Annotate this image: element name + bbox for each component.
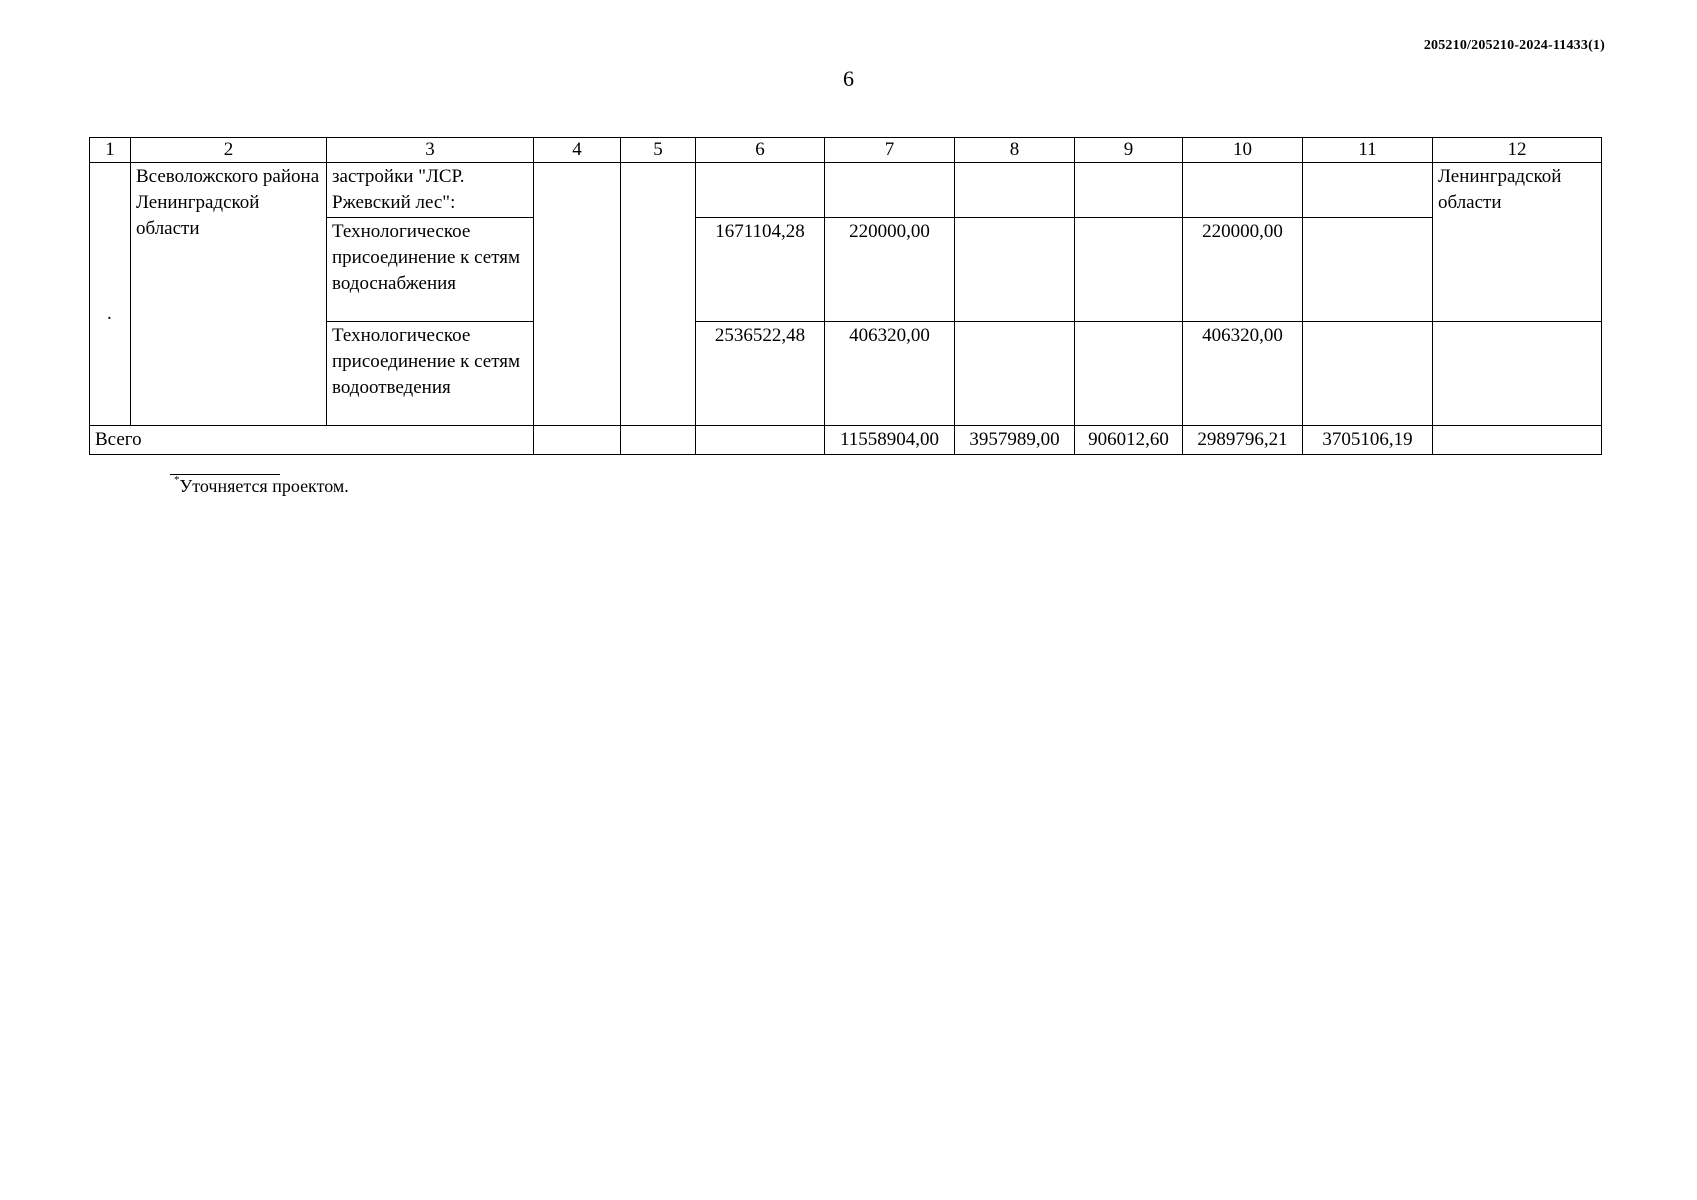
col10-cell — [1183, 163, 1303, 218]
funding-table — [89, 137, 1602, 455]
header-col-7: 7 — [825, 138, 955, 163]
header-col-5: 5 — [621, 138, 696, 163]
water-supply-cell: Технологическое присоединение к сетям водоснабжения — [327, 218, 534, 322]
row-number-cell — [90, 163, 131, 426]
header-col-8: 8 — [955, 138, 1075, 163]
col7-cell — [825, 163, 955, 218]
footnote-text: Уточняется проектом. — [179, 476, 349, 496]
water-supply-col9 — [1075, 218, 1183, 322]
total-label: Всего — [90, 426, 534, 455]
total-col7: 11558904,00 — [825, 426, 955, 455]
object-name-cell: застройки "ЛСР. Ржевский лес": — [327, 163, 534, 218]
footnote-marker: * — [174, 474, 180, 486]
region-cell: Ленинградской области — [1433, 163, 1602, 322]
sewerage-col8 — [955, 322, 1075, 426]
page-number: 6 — [843, 66, 854, 91]
sewerage-cell: Технологическое присоединение к сетям водоотведения — [327, 322, 534, 426]
water-supply-col10: 220000,00 — [1183, 218, 1303, 322]
water-supply-col7: 220000,00 — [825, 218, 955, 322]
col5-cell — [621, 163, 696, 426]
sewerage-col11 — [1303, 322, 1433, 426]
header-col-11: 11 — [1303, 138, 1433, 163]
footnote — [174, 476, 349, 497]
sewerage-col6: 2536522,48 — [696, 322, 825, 426]
table-header-row — [90, 138, 1602, 163]
footnote-divider — [170, 474, 280, 475]
col8-cell — [955, 163, 1075, 218]
header-col-9: 9 — [1075, 138, 1183, 163]
total-col9: 906012,60 — [1075, 426, 1183, 455]
header-col-6: 6 — [696, 138, 825, 163]
col11-cell — [1303, 163, 1433, 218]
row-mark: . — [107, 303, 112, 324]
header-col-1: 1 — [90, 138, 131, 163]
header-col-2: 2 — [131, 138, 327, 163]
header-col-12: 12 — [1433, 138, 1602, 163]
total-col5 — [621, 426, 696, 455]
table-row — [90, 163, 1602, 218]
header-col-3: 3 — [327, 138, 534, 163]
sewerage-col12 — [1433, 322, 1602, 426]
total-col10: 2989796,21 — [1183, 426, 1303, 455]
total-col4 — [534, 426, 621, 455]
total-row — [90, 426, 1602, 455]
col6-cell — [696, 163, 825, 218]
header-col-4: 4 — [534, 138, 621, 163]
total-col12 — [1433, 426, 1602, 455]
water-supply-col11 — [1303, 218, 1433, 322]
total-col8: 3957989,00 — [955, 426, 1075, 455]
water-supply-col8 — [955, 218, 1075, 322]
header-col-10: 10 — [1183, 138, 1303, 163]
col9-cell — [1075, 163, 1183, 218]
municipality-cell: Всеволожского района Ленинградской области — [131, 163, 327, 426]
sewerage-col9 — [1075, 322, 1183, 426]
sewerage-col7: 406320,00 — [825, 322, 955, 426]
total-col11: 3705106,19 — [1303, 426, 1433, 455]
document-id: 205210/205210-2024-11433(1) — [1423, 38, 1605, 53]
col4-cell — [534, 163, 621, 426]
water-supply-col6: 1671104,28 — [696, 218, 825, 322]
sewerage-col10: 406320,00 — [1183, 322, 1303, 426]
total-col6 — [696, 426, 825, 455]
